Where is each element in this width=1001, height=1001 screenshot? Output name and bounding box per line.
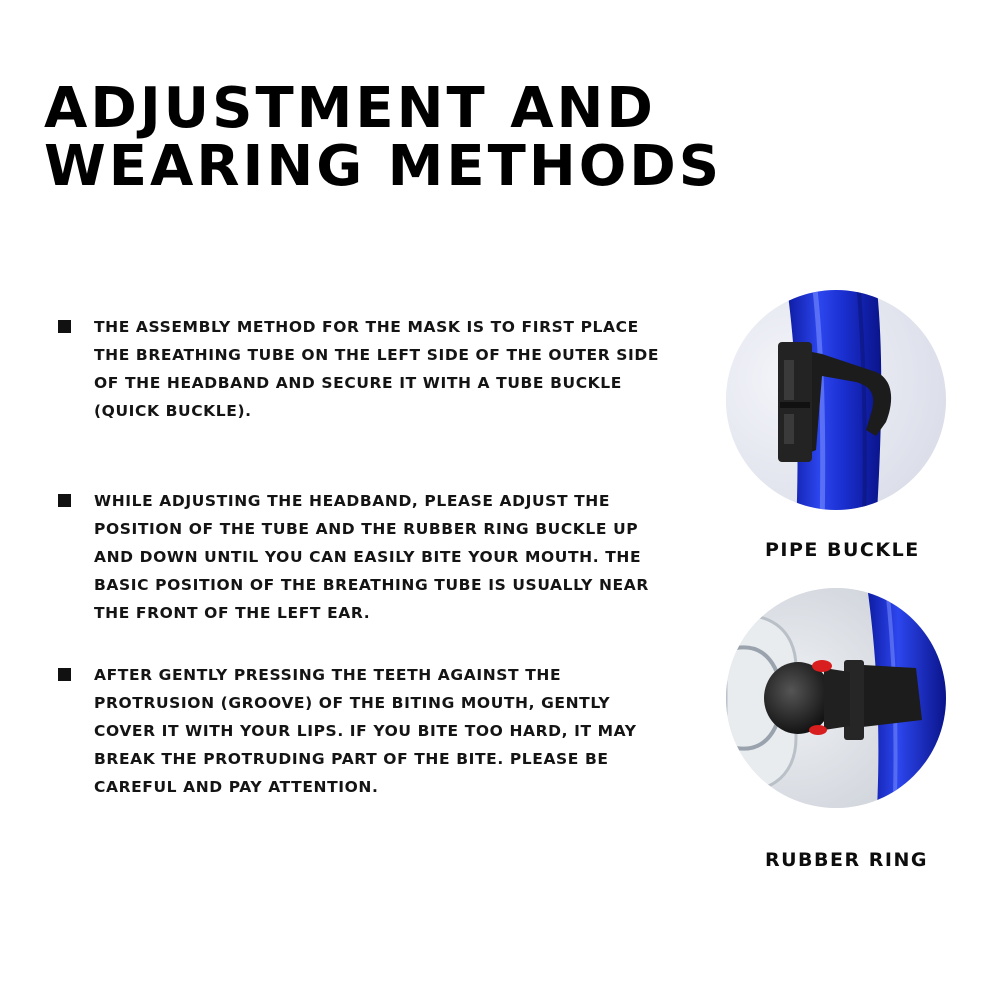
- rubber-ring-caption: RUBBER RING: [765, 849, 928, 871]
- instruction-item: [58, 661, 668, 801]
- instruction-text: AFTER GENTLY PRESSING THE TEETH AGAINST THE PROTRUSION (GROOVE) OF THE BITING MOUTH, GENTLY COVER IT WITH YOUR LIPS. IF YOU BITE TOO HARD, IT MAY BREAK THE PROTRUDING PART OF THE BITE. PLEASE BE CAREFUL AND PAY ATTENTION.: [94, 666, 637, 796]
- instruction-item: [58, 313, 668, 425]
- instruction-item: [58, 487, 668, 627]
- square-bullet-icon: [58, 494, 71, 507]
- square-bullet-icon: [58, 668, 71, 681]
- instruction-text: THE ASSEMBLY METHOD FOR THE MASK IS TO FIRST PLACE THE BREATHING TUBE ON THE LEFT SIDE OF THE OUTER SIDE OF THE HEADBAND AND SECURE IT WITH A TUBE BUCKLE (QUICK BUCKLE).: [94, 318, 660, 420]
- square-bullet-icon: [58, 320, 71, 333]
- pipe-buckle-caption: PIPE BUCKLE: [765, 539, 920, 561]
- instruction-text: WHILE ADJUSTING THE HEADBAND, PLEASE ADJUST THE POSITION OF THE TUBE AND THE RUBBER RING BUCKLE UP AND DOWN UNTIL YOU CAN EASILY BITE YOUR MOUTH. THE BASIC POSITION OF THE BREATHING TUBE IS USUALLY NEAR THE FRONT OF THE LEFT EAR.: [94, 492, 649, 622]
- page-title: [44, 76, 723, 199]
- pipe-buckle-photo: [726, 290, 946, 510]
- rubber-ring-photo: [726, 588, 946, 808]
- page-title-line-2: WEARING METHODS: [44, 134, 723, 199]
- page-title-line-1: ADJUSTMENT AND: [44, 76, 656, 141]
